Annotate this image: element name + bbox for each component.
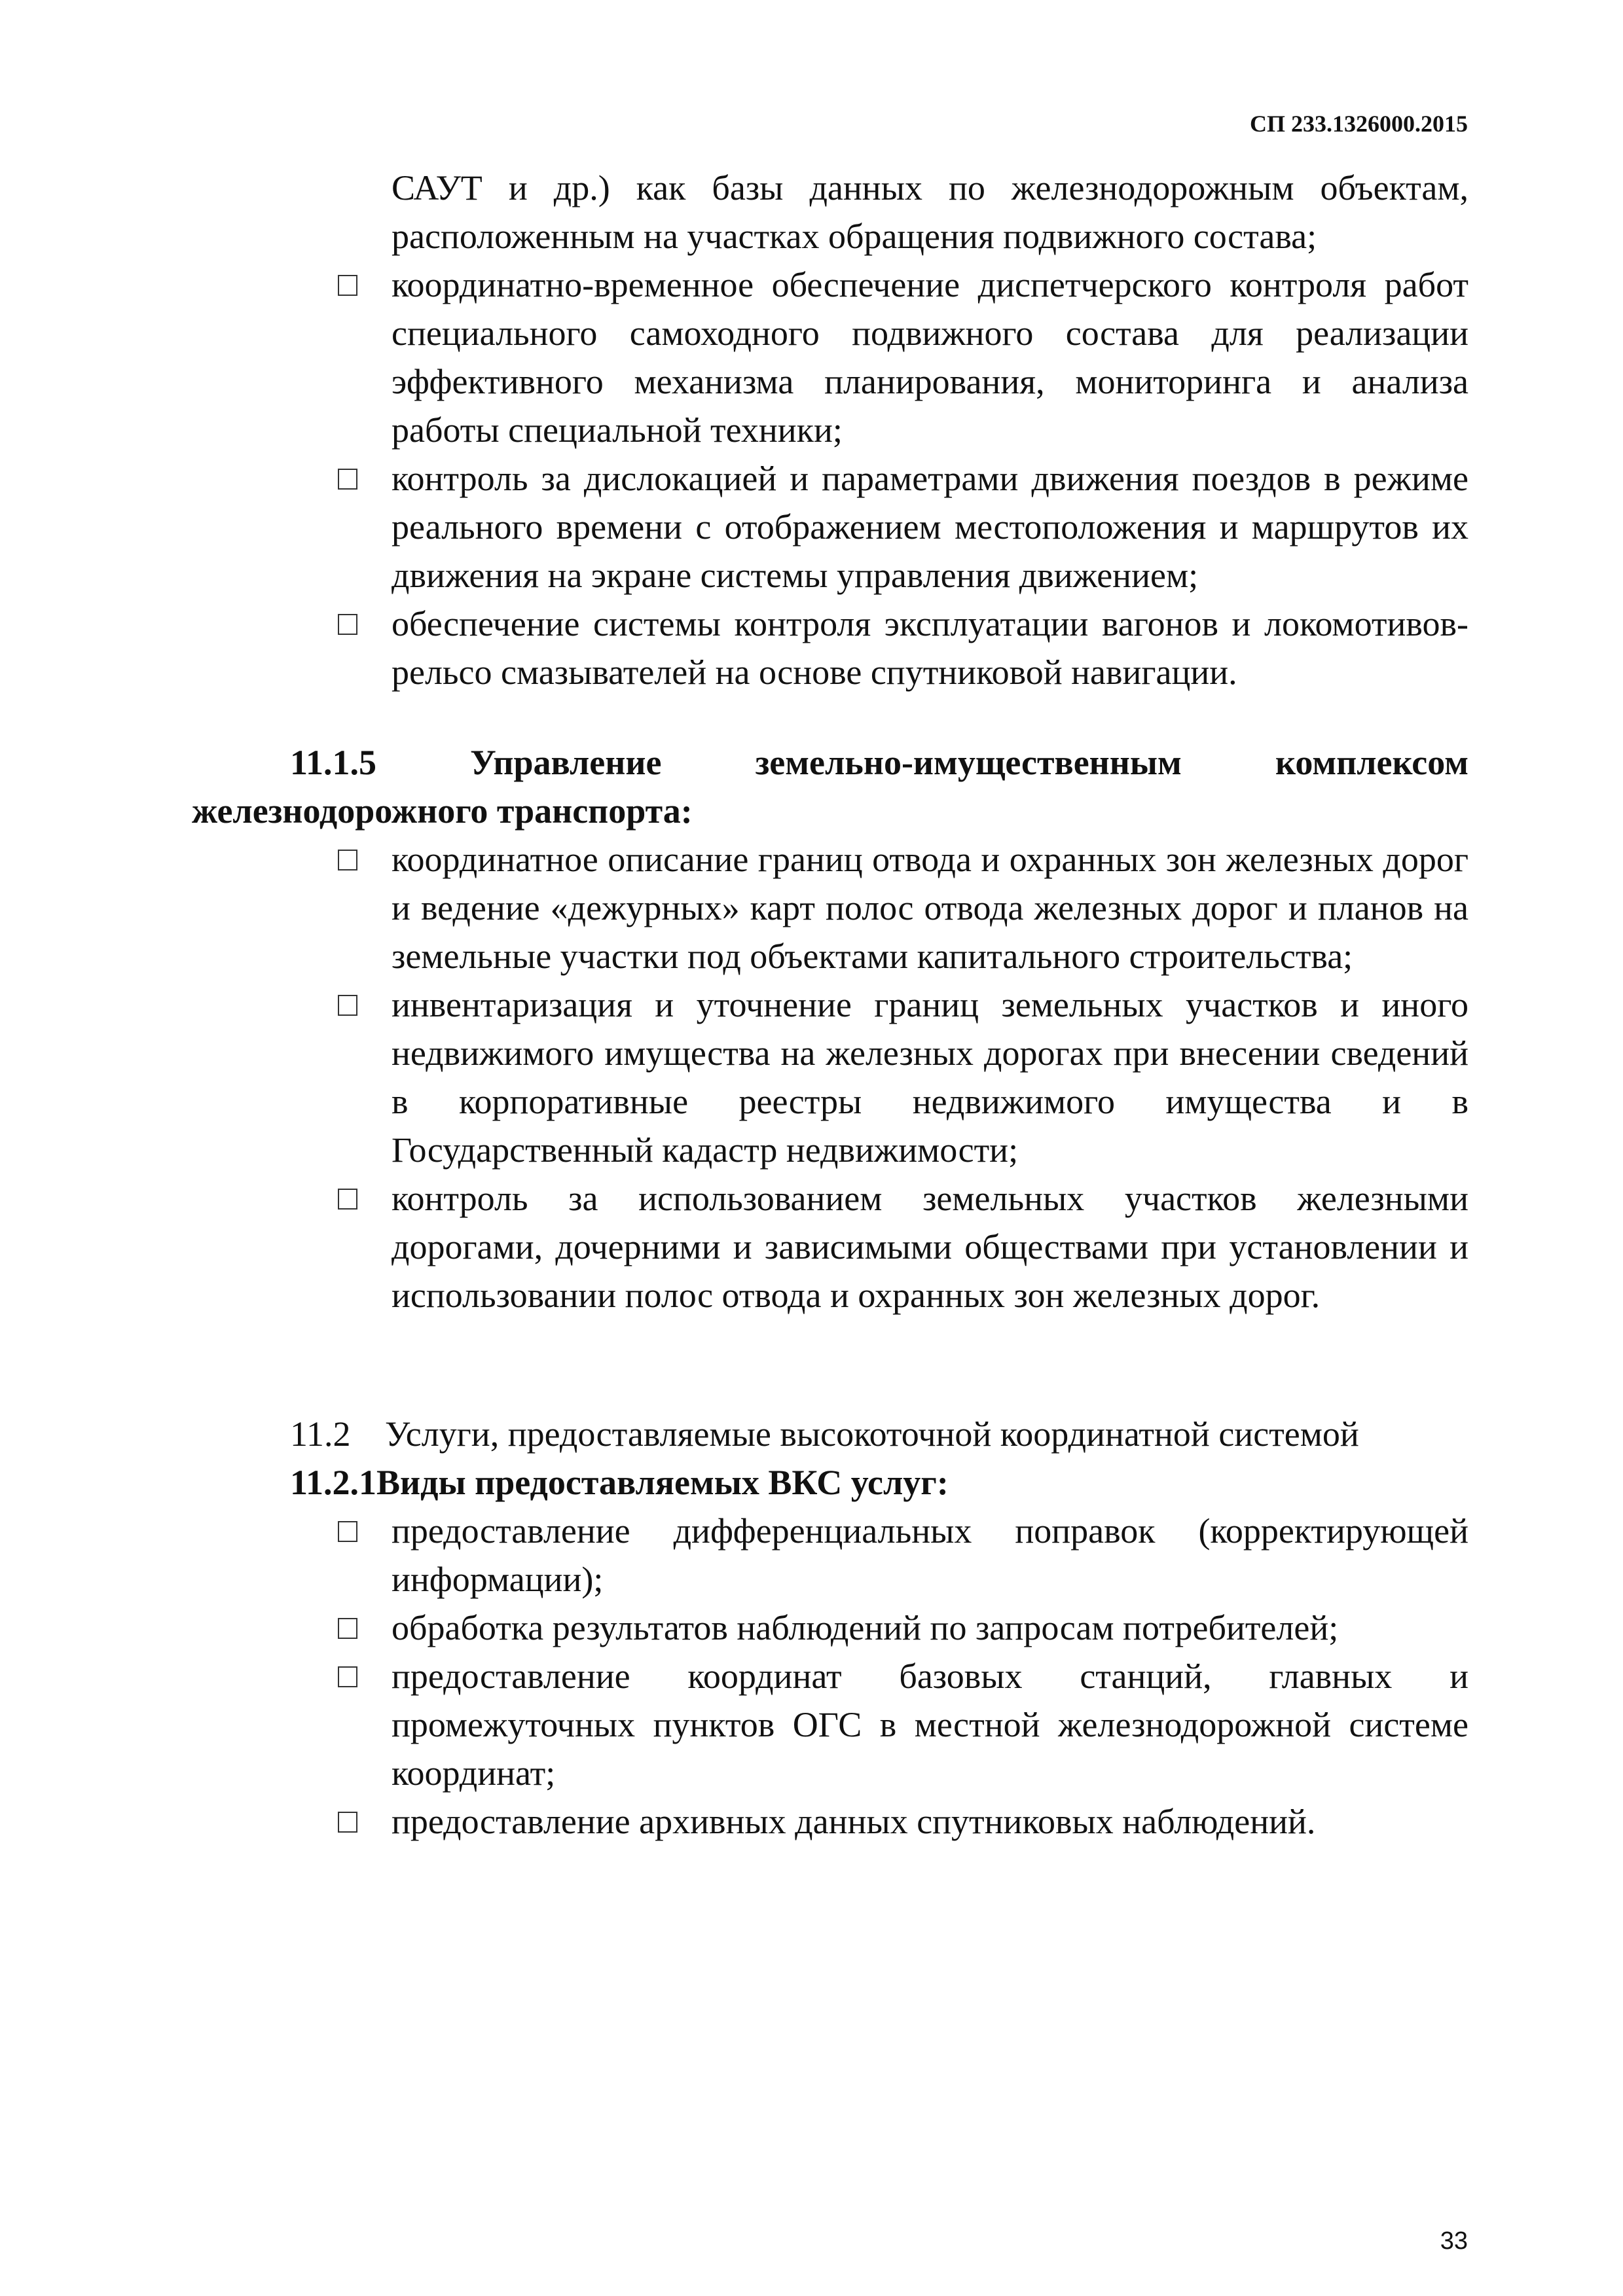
document-code: СП 233.1326000.2015 [1250,111,1468,137]
bullet-box-icon [338,614,357,635]
heading-number: 11.1.5 [290,743,377,782]
bullet-box-icon [338,1189,357,1210]
section-title-11-2 [192,1410,1468,1458]
bullet-list-a [192,260,1468,696]
heading-text: Управление земельно-имущественным комплексом железнодорожного транспорта: [192,743,1468,831]
list-item-text: предоставление координат базовых станций, главных и промежуточных пунктов ОГС в местной железнодорожной системе координат; [392,1657,1468,1793]
page-content [192,164,1468,1846]
list-item-text: обеспечение системы контроля эксплуатации вагонов и локомотивов-рельсо смазывателей на основе спутниковой навигации. [392,604,1468,692]
list-item [392,454,1468,600]
bullet-list-c [192,1507,1468,1846]
list-item-text: предоставление архивных данных спутниковых наблюдений. [392,1802,1316,1841]
section-number: 11.2 [290,1414,351,1454]
heading-11-1-5 [192,738,1468,835]
list-item [392,835,1468,980]
list-item [392,260,1468,454]
list-item [392,980,1468,1174]
list-item [392,1604,1468,1652]
bullet-box-icon [338,1618,357,1639]
list-item [392,600,1468,696]
list-item-text: координатное описание границ отвода и охранных зон железных дорог и ведение «дежурных» карт полос отвода железных дорог и планов на земельные участки под объектами капитального строительства; [392,840,1468,976]
list-item [392,1174,1468,1319]
bullet-box-icon [338,1812,357,1833]
list-item-text: контроль за дислокацией и параметрами движения поездов в режиме реального времени с отображением местоположения и маршрутов их движения на экране системы управления движением; [392,459,1468,595]
list-item [392,1652,1468,1797]
list-item-text: обработка результатов наблюдений по запросам потребителей; [392,1608,1339,1647]
list-item-text: предоставление дифференциальных поправок (корректирующей информации); [392,1511,1468,1599]
bullet-box-icon [338,850,357,870]
heading-number: 11.2.1 [290,1463,377,1502]
page-number: 33 [1440,2227,1468,2255]
list-item-text: контроль за использованием земельных участков железными дорогами, дочерними и зависимыми обществами при установлении и использовании полос отвода и охранных зон железных дорог. [392,1179,1468,1315]
bullet-box-icon [338,1521,357,1542]
section-text: Услуги, предоставляемые высокоточной координатной системой [385,1414,1359,1454]
bullet-list-b [192,835,1468,1319]
continuation-paragraph: САУТ и др.) как базы данных по железнодорожным объектам, расположенным на участках обращения подвижного состава; [392,168,1468,256]
bullet-box-icon [338,275,357,296]
list-item [392,1507,1468,1604]
bullet-box-icon [338,995,357,1016]
list-item-text: инвентаризация и уточнение границ земельных участков и иного недвижимого имущества на железных дорогах при внесении сведений в корпоративные реестры недвижимого имущества и в Государственный кадастр недвижимости; [392,985,1468,1170]
bullet-box-icon [338,1666,357,1687]
heading-text: Виды предоставляемых ВКС услуг: [376,1463,949,1502]
list-item [392,1797,1468,1846]
list-item-text: координатно-временное обеспечение диспетчерского контроля работ специального самоходного подвижного состава для реализации эффективного механизма планирования, мониторинга и анализа работы специальной техники; [392,265,1468,450]
bullet-box-icon [338,469,357,490]
heading-11-2-1 [192,1458,1468,1507]
